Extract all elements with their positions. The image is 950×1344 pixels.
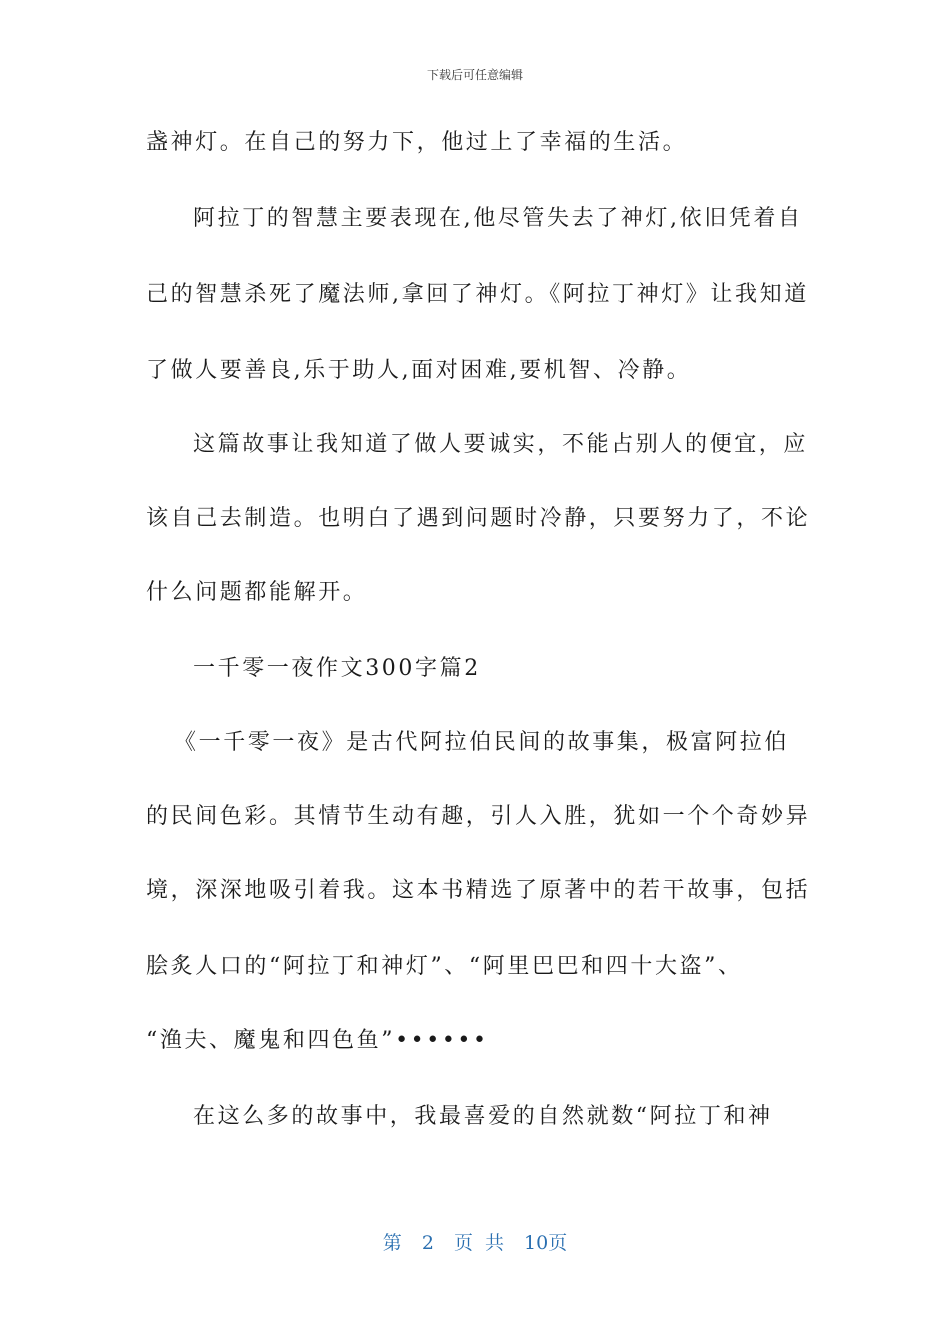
text-line: 盏神灯。在自己的努力下，他过上了幸福的生活。 xyxy=(146,130,688,155)
text-line: 阿拉丁的智慧主要表现在,他尽管失去了神灯,依旧凭着自 xyxy=(193,206,803,231)
text-line: “渔夫、魔鬼和四色鱼”•••••• xyxy=(146,1028,489,1053)
page-footer xyxy=(0,1228,950,1255)
text-line: 脍炙人口的“阿拉丁和神灯”、“阿里巴巴和四十大盗”、 xyxy=(146,954,743,979)
text-line: 了做人要善良,乐于助人,面对困难,要机智、冷静。 xyxy=(146,358,692,383)
text-line: 境，深深地吸引着我。这本书精选了原著中的若干故事，包括 xyxy=(146,878,811,903)
text-line: 这篇故事让我知道了做人要诚实，不能占别人的便宜，应 xyxy=(193,432,809,457)
text-line: 在这么多的故事中，我最喜爱的自然就数“阿拉丁和神 xyxy=(193,1104,773,1129)
text-line: 该自己去制造。也明白了遇到问题时冷静，只要努力了，不论 xyxy=(146,506,811,531)
text-line: 的民间色彩。其情节生动有趣，引人入胜，犹如一个个奇妙异 xyxy=(146,804,811,829)
section-heading: 一千零一夜作文300字篇2 xyxy=(193,656,481,681)
footer-prefix: 第 xyxy=(382,1232,402,1254)
footer-middle: 页 共 xyxy=(453,1232,504,1254)
page-header: 下载后可任意编辑 xyxy=(426,68,523,82)
footer-total-pages: 10页 xyxy=(524,1232,568,1254)
text-line: 什么问题都能解开。 xyxy=(146,580,368,605)
text-line: 《一千零一夜》是古代阿拉伯民间的故事集，极富阿拉伯 xyxy=(174,730,790,755)
footer-page-number: 2 xyxy=(421,1232,434,1254)
text-line: 己的智慧杀死了魔法师,拿回了神灯。《阿拉丁神灯》让我知道 xyxy=(146,282,809,307)
